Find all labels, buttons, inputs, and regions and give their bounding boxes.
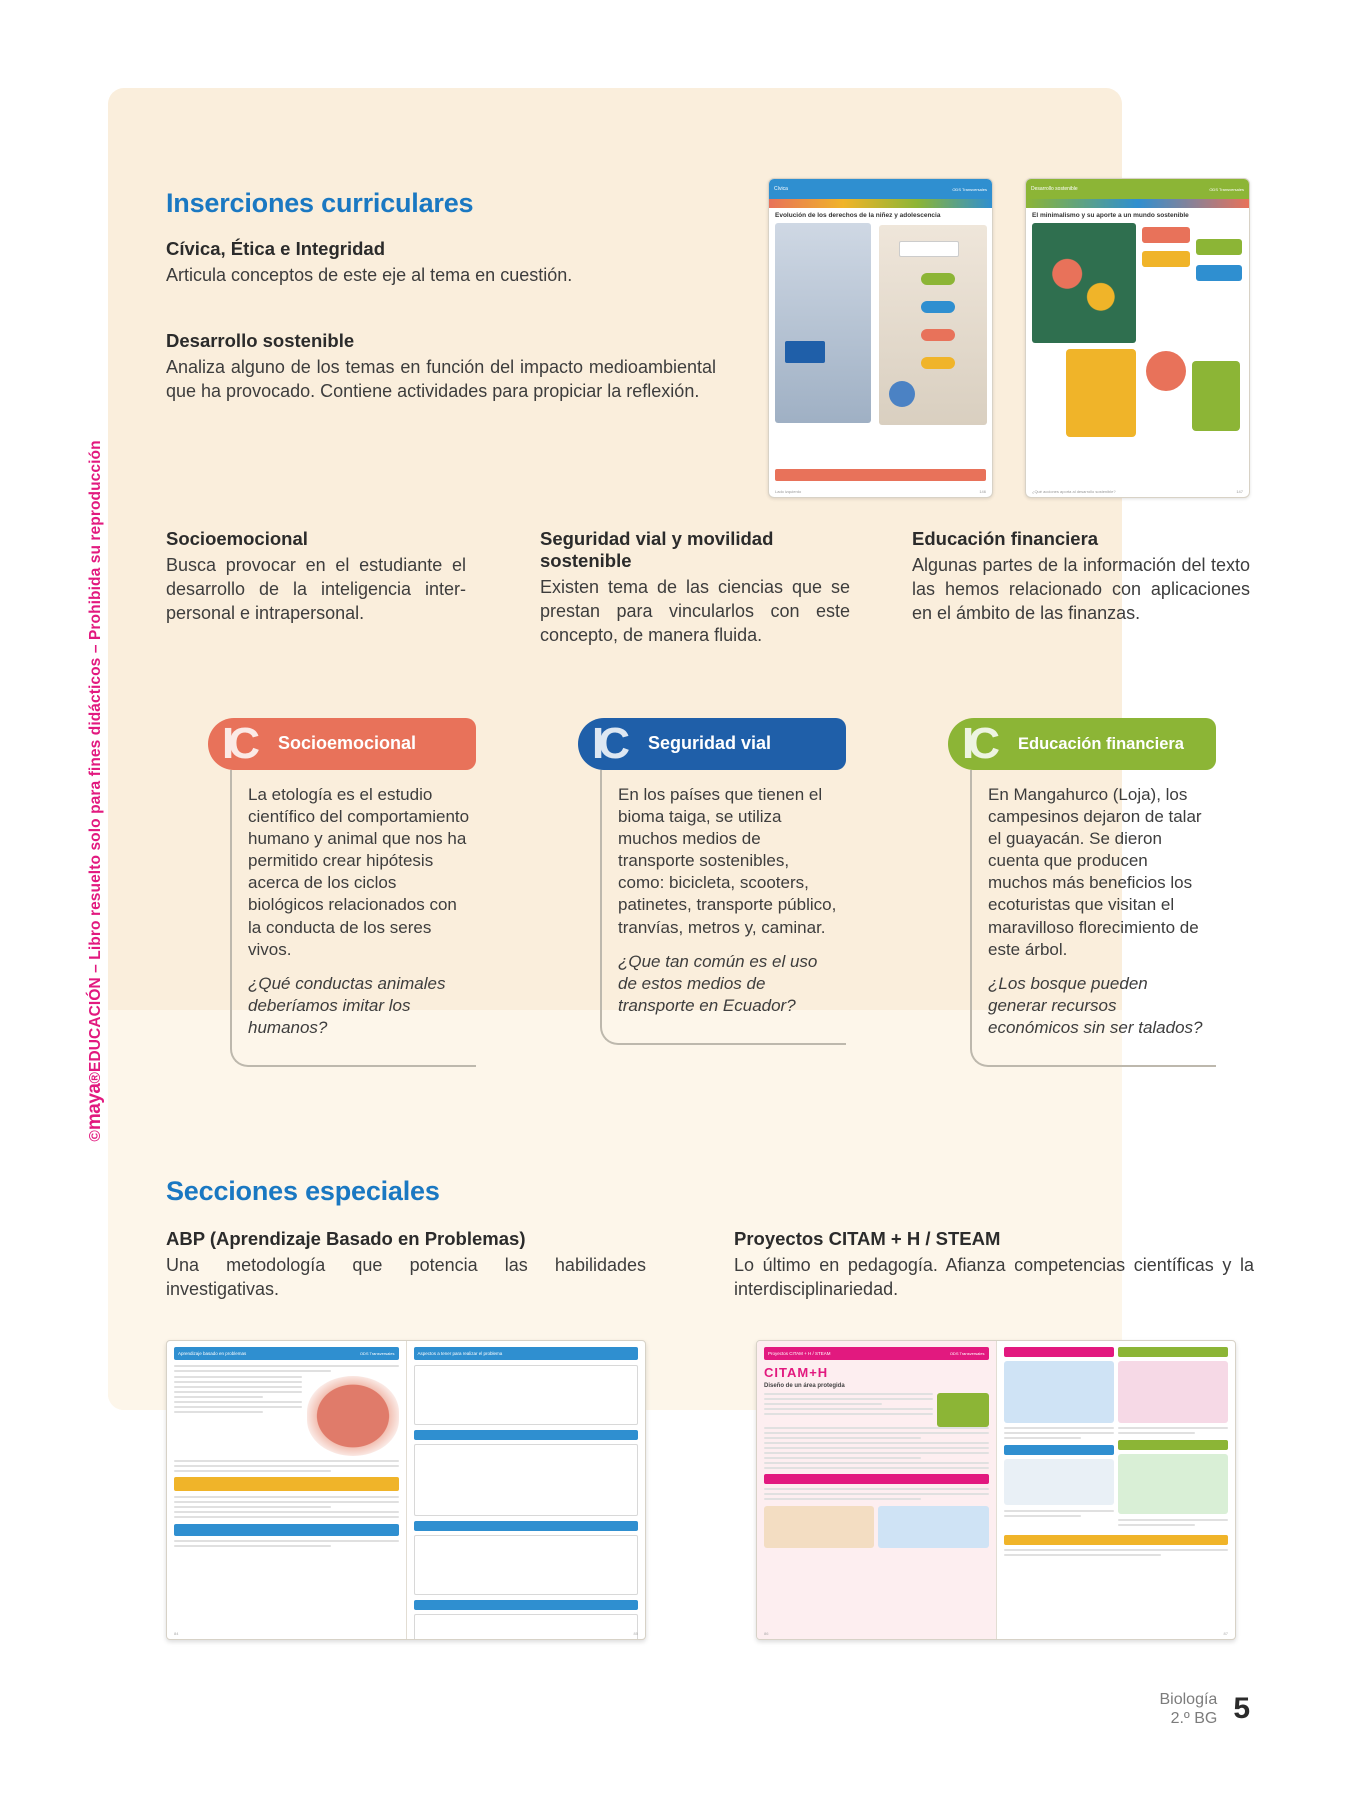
citam-logo: CITAM+H (764, 1365, 829, 1380)
desarrollo-heading: Desarrollo sostenible (166, 330, 355, 351)
thumb-desarrollo-tag: Desarrollo sostenible (1031, 186, 1078, 192)
card-vial-badge (578, 718, 846, 770)
thumb-desarrollo-title: El minimalismo y su aporte a un mundo sostenible (1032, 212, 1189, 219)
col-finan-heading: Educación financiera (912, 528, 1099, 549)
civica-body: Articula conceptos de este eje al tema en cuestión. (166, 265, 573, 285)
spread-abp-left-badge: ODS Transversales (359, 1351, 395, 1356)
copyright-symbol: © (87, 1130, 104, 1142)
card-seguridad-vial (578, 718, 846, 1045)
footer-subject: Biología (1159, 1690, 1218, 1708)
desarrollo-body: Analiza alguno de los temas en función del impacto medioambiental que ha provocado. Contiene actividades para propiciar la reflexión. (166, 357, 716, 401)
page-title-secciones: Secciones especiales (166, 1176, 440, 1206)
footer-level: 2.º BG (1170, 1709, 1218, 1727)
block-abp (166, 1228, 646, 1302)
thumb-civica-foot-left: Lado izquierdo (775, 489, 802, 494)
card-vial-text: En los países que tienen el bioma taiga, se utiliza muchos medios de transporte sostenibles, como: bicicleta, scooters, patinetes, transporte público, tranvías, metros y, caminar. (618, 785, 837, 937)
spread-citam (756, 1340, 1236, 1640)
spread-citam-left-page (757, 1341, 996, 1639)
column-socioemocional (166, 528, 466, 626)
card-finan-question: ¿Los bosque pueden generar recursos económicos sin ser talados? (988, 973, 1203, 1037)
page-footer (1159, 1690, 1250, 1728)
page-number: 5 (1233, 1691, 1250, 1725)
block-desarrollo (166, 330, 716, 404)
col-finan-body: Algunas partes de la información del texto las hemos relacionado con aplicaciones en el ámbito de las finanzas. (912, 555, 1250, 623)
card-vial-body (600, 770, 846, 1045)
thumb-civica-title: Evolución de los derechos de la niñez y adolescencia (775, 212, 941, 219)
thumb-desarrollo-foot-left: ¿Qué acciones aporta al desarrollo sostenible? (1032, 489, 1116, 494)
card-educacion-financiera (948, 718, 1216, 1067)
registered-symbol: ® (87, 1072, 104, 1084)
civica-heading: Cívica, Ética e Integridad (166, 238, 385, 259)
card-socio-question: ¿Qué conductas animales deberíamos imitar los humanos? (248, 973, 446, 1037)
side-rail (60, 0, 105, 1800)
spread-abp-page-left: 84 (174, 1631, 179, 1636)
spread-citam-left-badge: ODS Transversales (949, 1351, 985, 1356)
col-vial-body: Existen tema de las ciencias que se prestan para vincularlos con este concepto, de manera fluida. (540, 577, 850, 645)
card-socioemocional (208, 718, 476, 1067)
spread-abp-page-right: 85 (633, 1631, 638, 1636)
thumbnail-civica (768, 178, 993, 498)
ic-icon: IC (222, 718, 254, 768)
card-finan-badge-label: Educación financiera (1018, 734, 1184, 753)
spread-citam-left-tag: Proyectos CITAM + H / STEAM (768, 1351, 831, 1356)
card-finan-body (970, 770, 1216, 1067)
card-socio-badge-label: Socioemocional (278, 733, 417, 754)
thumb-desarrollo-foot-right: 147 (1236, 489, 1243, 494)
card-socio-text: La etología es el estudio científico del comportamiento humano y animal que nos ha permitido crear hipótesis acerca de los ciclos biológicos relacionados con la conducta de los seres vivos. (248, 785, 470, 959)
spread-citam-page-right: 87 (1223, 1631, 1228, 1636)
thumbnail-desarrollo (1025, 178, 1250, 498)
rail-text: EDUCACIÓN – Libro resuelto solo para fines didácticos – Prohibida su reproducción (87, 440, 104, 1072)
col-vial-heading: Seguridad vial y movilidad sostenible (540, 528, 774, 571)
spread-abp-left-page (167, 1341, 406, 1639)
spread-citam-right-page (996, 1341, 1236, 1639)
column-educacion-financiera (912, 528, 1250, 626)
spread-citam-page-left: 86 (764, 1631, 769, 1636)
col-socio-body: Busca provocar en el estudiante el desarrollo de la inteligencia inter-personal e intrapersonal. (166, 555, 466, 623)
spread-abp (166, 1340, 646, 1640)
citam-heading: Proyectos CITAM + H / STEAM (734, 1228, 1001, 1249)
card-vial-badge-label: Seguridad vial (648, 733, 772, 754)
spread-abp-left-tag: Aprendizaje basado en problemas (178, 1351, 247, 1356)
card-vial-question: ¿Que tan común es el uso de estos medios de transporte en Ecuador? (618, 951, 818, 1015)
block-citam (734, 1228, 1254, 1302)
card-finan-text: En Mangahurco (Loja), los campesinos dejaron de talar el guayacán. Se dieron cuenta que producen muchos más beneficios los ecoturistas que visitan el maravilloso florecimiento de este árbol. (988, 785, 1202, 959)
page-title-inserciones: Inserciones curriculares (166, 188, 474, 218)
ic-icon: IC (592, 718, 624, 768)
citam-left-title: Diseño de un área protegida (764, 1383, 845, 1389)
thumb-civica-foot-right: 146 (979, 489, 986, 494)
copyright-notice (84, 301, 106, 1281)
citam-body: Lo último en pedagogía. Afianza competencias científicas y la interdisciplinariedad. (734, 1255, 1254, 1299)
card-finan-badge (948, 718, 1216, 770)
thumb-desarrollo-badge: ODS Transversales (1209, 186, 1244, 192)
card-socio-badge (208, 718, 476, 770)
spread-abp-right-tag: Aspectos a tener para realizar el problema (417, 1351, 503, 1356)
thumb-civica-badge: ODS Transversales (952, 186, 987, 192)
brand-name: maya (84, 1083, 105, 1131)
thumb-civica-tag: Cívica (774, 186, 788, 192)
abp-body: Una metodología que potencia las habilidades investigativas. (166, 1255, 646, 1299)
ic-icon: IC (962, 718, 994, 768)
col-socio-heading: Socioemocional (166, 528, 308, 549)
card-socio-body (230, 770, 476, 1067)
column-seguridad-vial (540, 528, 850, 648)
block-civica (166, 238, 686, 288)
spread-abp-right-page (406, 1341, 646, 1639)
abp-heading: ABP (Aprendizaje Basado en Problemas) (166, 1228, 526, 1249)
